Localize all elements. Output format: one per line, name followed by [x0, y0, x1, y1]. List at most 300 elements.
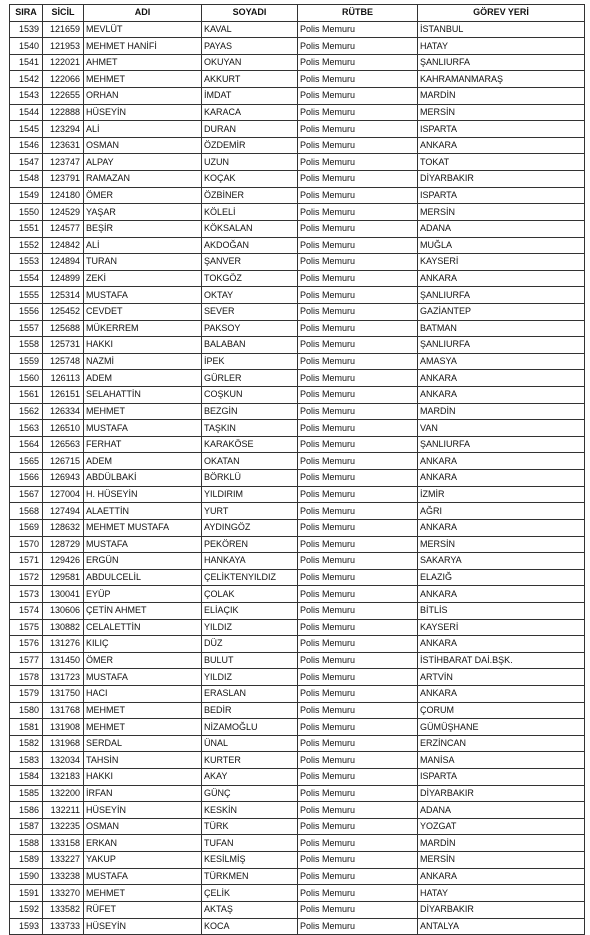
table-row: [10, 685, 585, 702]
cell-gorev: MERSİN: [418, 852, 585, 869]
cell-sicil: 126943: [43, 470, 84, 487]
cell-soyadi: OKUYAN: [202, 54, 298, 71]
cell-sicil: 126151: [43, 387, 84, 404]
cell-sicil: 125314: [43, 287, 84, 304]
cell-soyadi: KARAKÖSE: [202, 436, 298, 453]
cell-rutbe: Polis Memuru: [298, 204, 418, 221]
table-row: [10, 719, 585, 736]
cell-adi: ABDÜLBAKİ: [84, 470, 202, 487]
cell-soyadi: AKTAŞ: [202, 901, 298, 918]
cell-soyadi: ÇOLAK: [202, 586, 298, 603]
cell-gorev: AMASYA: [418, 353, 585, 370]
cell-adi: MEHMET: [84, 719, 202, 736]
cell-rutbe: Polis Memuru: [298, 21, 418, 38]
cell-soyadi: TÜRKMEN: [202, 868, 298, 885]
cell-gorev: TOKAT: [418, 154, 585, 171]
cell-rutbe: Polis Memuru: [298, 735, 418, 752]
table-row: [10, 121, 585, 138]
header-sira: SIRA: [10, 5, 43, 22]
header-gorev: GÖREV YERİ: [418, 5, 585, 22]
cell-sicil: 126113: [43, 370, 84, 387]
cell-rutbe: Polis Memuru: [298, 569, 418, 586]
table-row: [10, 104, 585, 121]
cell-sicil: 124842: [43, 237, 84, 254]
cell-sicil: 124529: [43, 204, 84, 221]
table-row: [10, 353, 585, 370]
cell-sicil: 133227: [43, 852, 84, 869]
cell-sira: 1542: [10, 71, 43, 88]
cell-adi: NAZMİ: [84, 353, 202, 370]
cell-adi: HÜSEYİN: [84, 918, 202, 935]
cell-rutbe: Polis Memuru: [298, 636, 418, 653]
cell-rutbe: Polis Memuru: [298, 353, 418, 370]
cell-rutbe: Polis Memuru: [298, 171, 418, 188]
cell-sira: 1547: [10, 154, 43, 171]
cell-sicil: 129581: [43, 569, 84, 586]
cell-sira: 1557: [10, 320, 43, 337]
cell-soyadi: BÖRKLÜ: [202, 470, 298, 487]
cell-adi: BEŞİR: [84, 220, 202, 237]
cell-gorev: GAZİANTEP: [418, 303, 585, 320]
cell-adi: FERHAT: [84, 436, 202, 453]
cell-adi: EYÜP: [84, 586, 202, 603]
table-row: [10, 387, 585, 404]
table-row: [10, 486, 585, 503]
cell-gorev: MERSİN: [418, 104, 585, 121]
cell-sicil: 123631: [43, 137, 84, 154]
cell-soyadi: KESKİN: [202, 802, 298, 819]
cell-sicil: 124894: [43, 254, 84, 271]
cell-gorev: DİYARBAKIR: [418, 171, 585, 188]
cell-soyadi: ERASLAN: [202, 685, 298, 702]
table-row: [10, 868, 585, 885]
cell-gorev: DİYARBAKIR: [418, 785, 585, 802]
cell-sicil: 121953: [43, 38, 84, 55]
personnel-table: [9, 4, 585, 935]
table-row: [10, 818, 585, 835]
table-row: [10, 835, 585, 852]
cell-rutbe: Polis Memuru: [298, 121, 418, 138]
cell-gorev: ARTVİN: [418, 669, 585, 686]
cell-sira: 1554: [10, 270, 43, 287]
cell-gorev: ŞANLIURFA: [418, 287, 585, 304]
cell-soyadi: SEVER: [202, 303, 298, 320]
cell-sicil: 123747: [43, 154, 84, 171]
table-row: [10, 569, 585, 586]
cell-adi: MEHMET: [84, 702, 202, 719]
cell-adi: HAKKI: [84, 769, 202, 786]
cell-sira: 1549: [10, 187, 43, 204]
cell-rutbe: Polis Memuru: [298, 536, 418, 553]
cell-soyadi: TUFAN: [202, 835, 298, 852]
cell-rutbe: Polis Memuru: [298, 802, 418, 819]
cell-sicil: 133158: [43, 835, 84, 852]
cell-rutbe: Polis Memuru: [298, 254, 418, 271]
cell-adi: ADEM: [84, 370, 202, 387]
cell-sicil: 131908: [43, 719, 84, 736]
cell-adi: MEVLÜT: [84, 21, 202, 38]
cell-gorev: İSTİHBARAT DAİ.BŞK.: [418, 652, 585, 669]
cell-gorev: ADANA: [418, 802, 585, 819]
cell-soyadi: BEDİR: [202, 702, 298, 719]
header-rutbe: RÜTBE: [298, 5, 418, 22]
cell-sira: 1565: [10, 453, 43, 470]
cell-sicil: 128729: [43, 536, 84, 553]
table-row: [10, 237, 585, 254]
cell-gorev: MANİSA: [418, 752, 585, 769]
cell-rutbe: Polis Memuru: [298, 303, 418, 320]
cell-soyadi: ÇELİKTENYILDIZ: [202, 569, 298, 586]
cell-adi: ALAETTİN: [84, 503, 202, 520]
cell-gorev: ANKARA: [418, 519, 585, 536]
cell-rutbe: Polis Memuru: [298, 187, 418, 204]
table-row: [10, 171, 585, 188]
cell-soyadi: İPEK: [202, 353, 298, 370]
cell-sicil: 129426: [43, 553, 84, 570]
cell-adi: MUSTAFA: [84, 669, 202, 686]
cell-sira: 1541: [10, 54, 43, 71]
cell-adi: MEHMET: [84, 403, 202, 420]
table-row: [10, 752, 585, 769]
cell-sicil: 133582: [43, 901, 84, 918]
table-row: [10, 519, 585, 536]
cell-sira: 1581: [10, 719, 43, 736]
cell-sira: 1560: [10, 370, 43, 387]
cell-rutbe: Polis Memuru: [298, 71, 418, 88]
table-row: [10, 852, 585, 869]
cell-sicil: 125452: [43, 303, 84, 320]
cell-soyadi: KOÇAK: [202, 171, 298, 188]
cell-gorev: MARDİN: [418, 403, 585, 420]
table-row: [10, 287, 585, 304]
cell-gorev: İZMİR: [418, 486, 585, 503]
cell-gorev: BİTLİS: [418, 602, 585, 619]
cell-soyadi: ÖZDEMİR: [202, 137, 298, 154]
table-row: [10, 154, 585, 171]
cell-sira: 1571: [10, 553, 43, 570]
cell-gorev: ANKARA: [418, 453, 585, 470]
cell-soyadi: DURAN: [202, 121, 298, 138]
cell-rutbe: Polis Memuru: [298, 685, 418, 702]
cell-soyadi: DÜZ: [202, 636, 298, 653]
cell-soyadi: BALABAN: [202, 337, 298, 354]
cell-soyadi: NİZAMOĞLU: [202, 719, 298, 736]
cell-sicil: 131276: [43, 636, 84, 653]
cell-adi: SERDAL: [84, 735, 202, 752]
cell-soyadi: KOCA: [202, 918, 298, 935]
cell-adi: ALİ: [84, 237, 202, 254]
table-row: [10, 553, 585, 570]
cell-soyadi: HANKAYA: [202, 553, 298, 570]
cell-sicil: 131723: [43, 669, 84, 686]
cell-soyadi: ELİAÇIK: [202, 602, 298, 619]
cell-rutbe: Polis Memuru: [298, 752, 418, 769]
table-row: [10, 71, 585, 88]
cell-sicil: 124899: [43, 270, 84, 287]
cell-rutbe: Polis Memuru: [298, 702, 418, 719]
cell-sira: 1556: [10, 303, 43, 320]
cell-sira: 1558: [10, 337, 43, 354]
cell-sicil: 130041: [43, 586, 84, 603]
cell-rutbe: Polis Memuru: [298, 486, 418, 503]
cell-sira: 1563: [10, 420, 43, 437]
cell-gorev: MARDİN: [418, 835, 585, 852]
table-row: [10, 54, 585, 71]
table-row: [10, 669, 585, 686]
cell-adi: ÖMER: [84, 187, 202, 204]
table-row: [10, 619, 585, 636]
cell-sicil: 123791: [43, 171, 84, 188]
cell-soyadi: TÜRK: [202, 818, 298, 835]
cell-gorev: ELAZIĞ: [418, 569, 585, 586]
cell-rutbe: Polis Memuru: [298, 88, 418, 105]
cell-gorev: GÜMÜŞHANE: [418, 719, 585, 736]
cell-sira: 1540: [10, 38, 43, 55]
cell-rutbe: Polis Memuru: [298, 453, 418, 470]
cell-gorev: ŞANLIURFA: [418, 337, 585, 354]
cell-adi: YAKUP: [84, 852, 202, 869]
cell-adi: ZEKİ: [84, 270, 202, 287]
cell-gorev: ANKARA: [418, 270, 585, 287]
cell-rutbe: Polis Memuru: [298, 852, 418, 869]
cell-rutbe: Polis Memuru: [298, 154, 418, 171]
cell-sira: 1589: [10, 852, 43, 869]
cell-adi: HÜSEYİN: [84, 802, 202, 819]
cell-sira: 1569: [10, 519, 43, 536]
cell-gorev: KAHRAMANMARAŞ: [418, 71, 585, 88]
cell-gorev: MERSİN: [418, 204, 585, 221]
cell-adi: ALİ: [84, 121, 202, 138]
cell-gorev: MARDİN: [418, 88, 585, 105]
cell-gorev: ADANA: [418, 220, 585, 237]
cell-sicil: 132235: [43, 818, 84, 835]
cell-gorev: ANKARA: [418, 685, 585, 702]
cell-rutbe: Polis Memuru: [298, 652, 418, 669]
table-row: [10, 320, 585, 337]
cell-sicil: 131750: [43, 685, 84, 702]
cell-sira: 1544: [10, 104, 43, 121]
cell-gorev: YOZGAT: [418, 818, 585, 835]
table-row: [10, 270, 585, 287]
cell-soyadi: PEKÖREN: [202, 536, 298, 553]
cell-rutbe: Polis Memuru: [298, 785, 418, 802]
cell-soyadi: COŞKUN: [202, 387, 298, 404]
cell-adi: MEHMET HANİFİ: [84, 38, 202, 55]
cell-gorev: ISPARTA: [418, 769, 585, 786]
cell-soyadi: YILDIRIM: [202, 486, 298, 503]
table-row: [10, 137, 585, 154]
cell-gorev: DİYARBAKIR: [418, 901, 585, 918]
cell-soyadi: OKTAY: [202, 287, 298, 304]
cell-rutbe: Polis Memuru: [298, 337, 418, 354]
cell-soyadi: PAYAS: [202, 38, 298, 55]
cell-gorev: ANKARA: [418, 137, 585, 154]
cell-sicil: 133733: [43, 918, 84, 935]
table-row: [10, 586, 585, 603]
cell-sira: 1583: [10, 752, 43, 769]
cell-rutbe: Polis Memuru: [298, 38, 418, 55]
table-row: [10, 636, 585, 653]
cell-sicil: 121659: [43, 21, 84, 38]
cell-sira: 1545: [10, 121, 43, 138]
table-row: [10, 802, 585, 819]
cell-sicil: 127004: [43, 486, 84, 503]
cell-sicil: 132183: [43, 769, 84, 786]
cell-soyadi: TOKGÖZ: [202, 270, 298, 287]
cell-gorev: HATAY: [418, 885, 585, 902]
cell-soyadi: PAKSOY: [202, 320, 298, 337]
cell-adi: H. HÜSEYİN: [84, 486, 202, 503]
cell-sira: 1578: [10, 669, 43, 686]
header-sicil: SİCİL: [43, 5, 84, 22]
cell-sira: 1555: [10, 287, 43, 304]
cell-soyadi: ÖZBİNER: [202, 187, 298, 204]
cell-adi: ADEM: [84, 453, 202, 470]
cell-soyadi: KÖKSALAN: [202, 220, 298, 237]
cell-rutbe: Polis Memuru: [298, 320, 418, 337]
cell-sira: 1592: [10, 901, 43, 918]
table-row: [10, 652, 585, 669]
cell-sira: 1575: [10, 619, 43, 636]
table-row: [10, 602, 585, 619]
cell-gorev: ANKARA: [418, 586, 585, 603]
cell-adi: ÖMER: [84, 652, 202, 669]
table-row: [10, 254, 585, 271]
cell-soyadi: AKKURT: [202, 71, 298, 88]
cell-adi: MUSTAFA: [84, 536, 202, 553]
cell-sira: 1579: [10, 685, 43, 702]
cell-soyadi: UZUN: [202, 154, 298, 171]
cell-soyadi: GÜNÇ: [202, 785, 298, 802]
cell-adi: ERKAN: [84, 835, 202, 852]
table-row: [10, 420, 585, 437]
cell-soyadi: ŞANVER: [202, 254, 298, 271]
cell-soyadi: ÇELİK: [202, 885, 298, 902]
cell-rutbe: Polis Memuru: [298, 835, 418, 852]
cell-rutbe: Polis Memuru: [298, 270, 418, 287]
cell-adi: YAŞAR: [84, 204, 202, 221]
cell-sira: 1561: [10, 387, 43, 404]
cell-adi: MEHMET: [84, 71, 202, 88]
cell-gorev: HATAY: [418, 38, 585, 55]
cell-gorev: ANKARA: [418, 387, 585, 404]
cell-adi: MEHMET: [84, 885, 202, 902]
cell-sira: 1582: [10, 735, 43, 752]
cell-rutbe: Polis Memuru: [298, 885, 418, 902]
cell-rutbe: Polis Memuru: [298, 503, 418, 520]
cell-sira: 1577: [10, 652, 43, 669]
cell-sira: 1590: [10, 868, 43, 885]
cell-sicil: 122021: [43, 54, 84, 71]
cell-soyadi: GÜRLER: [202, 370, 298, 387]
cell-sira: 1553: [10, 254, 43, 271]
cell-adi: OSMAN: [84, 818, 202, 835]
cell-sicil: 122066: [43, 71, 84, 88]
cell-sicil: 131768: [43, 702, 84, 719]
cell-sira: 1552: [10, 237, 43, 254]
cell-gorev: İSTANBUL: [418, 21, 585, 38]
cell-sira: 1568: [10, 503, 43, 520]
cell-sira: 1588: [10, 835, 43, 852]
cell-adi: MÜKERREM: [84, 320, 202, 337]
cell-sicil: 125688: [43, 320, 84, 337]
header-row: [10, 5, 585, 22]
cell-soyadi: TAŞKIN: [202, 420, 298, 437]
table-row: [10, 785, 585, 802]
cell-adi: ABDULCELİL: [84, 569, 202, 586]
table-row: [10, 918, 585, 935]
cell-sicil: 133270: [43, 885, 84, 902]
table-row: [10, 38, 585, 55]
cell-gorev: VAN: [418, 420, 585, 437]
cell-gorev: SAKARYA: [418, 553, 585, 570]
cell-sicil: 126510: [43, 420, 84, 437]
header-adi: ADI: [84, 5, 202, 22]
cell-sira: 1572: [10, 569, 43, 586]
cell-rutbe: Polis Memuru: [298, 420, 418, 437]
table-row: [10, 187, 585, 204]
cell-adi: ERGÜN: [84, 553, 202, 570]
cell-soyadi: KARACA: [202, 104, 298, 121]
cell-sira: 1586: [10, 802, 43, 819]
cell-rutbe: Polis Memuru: [298, 602, 418, 619]
cell-sira: 1587: [10, 818, 43, 835]
cell-adi: MUSTAFA: [84, 868, 202, 885]
cell-gorev: KAYSERİ: [418, 254, 585, 271]
cell-adi: RÜFET: [84, 901, 202, 918]
cell-rutbe: Polis Memuru: [298, 586, 418, 603]
cell-rutbe: Polis Memuru: [298, 403, 418, 420]
table-row: [10, 885, 585, 902]
cell-sicil: 130606: [43, 602, 84, 619]
cell-sicil: 126715: [43, 453, 84, 470]
cell-rutbe: Polis Memuru: [298, 769, 418, 786]
cell-rutbe: Polis Memuru: [298, 387, 418, 404]
cell-gorev: ŞANLIURFA: [418, 436, 585, 453]
cell-adi: HACI: [84, 685, 202, 702]
cell-rutbe: Polis Memuru: [298, 237, 418, 254]
cell-sira: 1593: [10, 918, 43, 935]
cell-adi: CEVDET: [84, 303, 202, 320]
cell-soyadi: YURT: [202, 503, 298, 520]
table-row: [10, 453, 585, 470]
cell-adi: ALPAY: [84, 154, 202, 171]
table-row: [10, 901, 585, 918]
cell-gorev: ANKARA: [418, 868, 585, 885]
cell-gorev: ÇORUM: [418, 702, 585, 719]
cell-soyadi: KÖLELİ: [202, 204, 298, 221]
cell-rutbe: Polis Memuru: [298, 287, 418, 304]
table-row: [10, 403, 585, 420]
table-row: [10, 21, 585, 38]
cell-rutbe: Polis Memuru: [298, 370, 418, 387]
cell-rutbe: Polis Memuru: [298, 137, 418, 154]
cell-sira: 1566: [10, 470, 43, 487]
cell-rutbe: Polis Memuru: [298, 868, 418, 885]
cell-gorev: ISPARTA: [418, 121, 585, 138]
cell-sicil: 125731: [43, 337, 84, 354]
cell-soyadi: KESİLMİŞ: [202, 852, 298, 869]
cell-sicil: 122655: [43, 88, 84, 105]
cell-sira: 1580: [10, 702, 43, 719]
cell-sira: 1567: [10, 486, 43, 503]
cell-soyadi: AYDINGÖZ: [202, 519, 298, 536]
cell-rutbe: Polis Memuru: [298, 719, 418, 736]
cell-sicil: 132034: [43, 752, 84, 769]
cell-gorev: ANKARA: [418, 370, 585, 387]
cell-gorev: ANTALYA: [418, 918, 585, 935]
cell-gorev: ISPARTA: [418, 187, 585, 204]
